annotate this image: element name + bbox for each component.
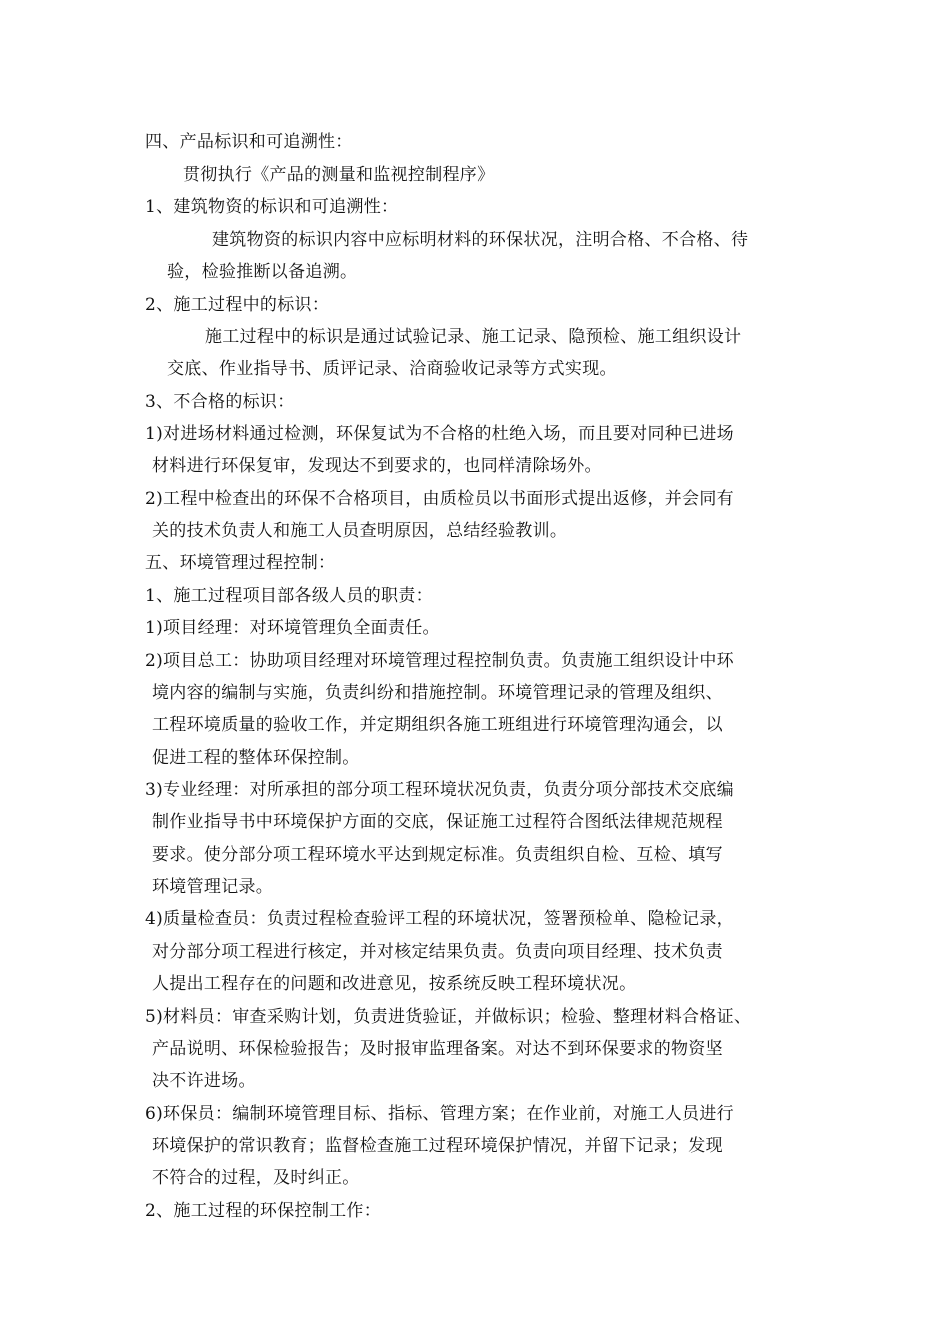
list-item-line: 人提出工程存在的问题和改进意见，按系统反映工程环境状况。 bbox=[152, 974, 637, 994]
subsection-heading: 3、不合格的标识： bbox=[145, 392, 295, 412]
list-item-line: 促进工程的整体环保控制。 bbox=[152, 748, 360, 768]
list-item-line: 关的技术负责人和施工人员查明原因，总结经验教训。 bbox=[152, 521, 568, 541]
list-item-line: 5)材料员：审查采购计划，负责进货验证，并做标识；检验、整理材料合格证、 bbox=[145, 1007, 752, 1027]
list-item-line: 2)项目总工：协助项目经理对环境管理过程控制负责。负责施工组织设计中环 bbox=[145, 651, 734, 671]
paragraph-line: 施工过程中的标识是通过试验记录、施工记录、隐预检、施工组织设计 bbox=[205, 327, 742, 347]
list-item-line: 环境管理记录。 bbox=[152, 877, 274, 897]
list-item-line: 2)工程中检查出的环保不合格项目，由质检员以书面形式提出返修，并会同有 bbox=[145, 489, 734, 509]
list-item-line: 1)对进场材料通过检测，环保复试为不合格的杜绝入场，而且要对同种已进场 bbox=[145, 424, 734, 444]
subsection-heading: 2、施工过程中的标识： bbox=[145, 295, 330, 315]
list-item-line: 材料进行环保复审，发现达不到要求的，也同样清除场外。 bbox=[152, 456, 602, 476]
list-item-line: 决不许进场。 bbox=[152, 1071, 256, 1091]
section-heading-5: 五、环境管理过程控制： bbox=[145, 553, 336, 573]
section-heading-4: 四、产品标识和可追溯性： bbox=[145, 132, 353, 152]
list-item-line: 4)质量检查员：负责过程检查验评工程的环境状况，签署预检单、隐检记录， bbox=[145, 909, 734, 929]
list-item-line: 制作业指导书中环境保护方面的交底，保证施工过程符合图纸法律规范规程 bbox=[152, 812, 723, 832]
list-item-line: 产品说明、环保检验报告；及时报审监理备案。对达不到环保要求的物资坚 bbox=[152, 1039, 723, 1059]
list-item-line: 1)项目经理：对环境管理负全面责任。 bbox=[145, 618, 440, 638]
list-item-line: 境内容的编制与实施，负责纠纷和措施控制。环境管理记录的管理及组织、 bbox=[152, 683, 723, 703]
paragraph-line: 贯彻执行《产品的测量和监视控制程序》 bbox=[183, 165, 495, 185]
list-item-line: 不符合的过程，及时纠正。 bbox=[152, 1168, 360, 1188]
list-item-line: 要求。使分部分项工程环境水平达到规定标准。负责组织自检、互检、填写 bbox=[152, 845, 723, 865]
paragraph-line: 建筑物资的标识内容中应标明材料的环保状况，注明合格、不合格、待 bbox=[212, 230, 749, 250]
subsection-heading: 1、施工过程项目部各级人员的职责： bbox=[145, 586, 433, 606]
list-item-line: 对分部分项工程进行核定，并对核定结果负责。负责向项目经理、技术负责 bbox=[152, 942, 723, 962]
list-item-line: 6)环保员：编制环境管理目标、指标、管理方案；在作业前，对施工人员进行 bbox=[145, 1104, 734, 1124]
paragraph-line: 验，检验推断以备追溯。 bbox=[167, 262, 358, 282]
list-item-line: 工程环境质量的验收工作，并定期组织各施工班组进行环境管理沟通会，以 bbox=[152, 715, 723, 735]
list-item-line: 3)专业经理：对所承担的部分项工程环境状况负责，负责分项分部技术交底编 bbox=[145, 780, 734, 800]
list-item-line: 环境保护的常识教育；监督检查施工过程环境保护情况，并留下记录；发现 bbox=[152, 1136, 723, 1156]
subsection-heading: 2、施工过程的环保控制工作： bbox=[145, 1201, 382, 1221]
subsection-heading: 1、建筑物资的标识和可追溯性： bbox=[145, 197, 399, 217]
paragraph-line: 交底、作业指导书、质评记录、洽商验收记录等方式实现。 bbox=[167, 359, 617, 379]
